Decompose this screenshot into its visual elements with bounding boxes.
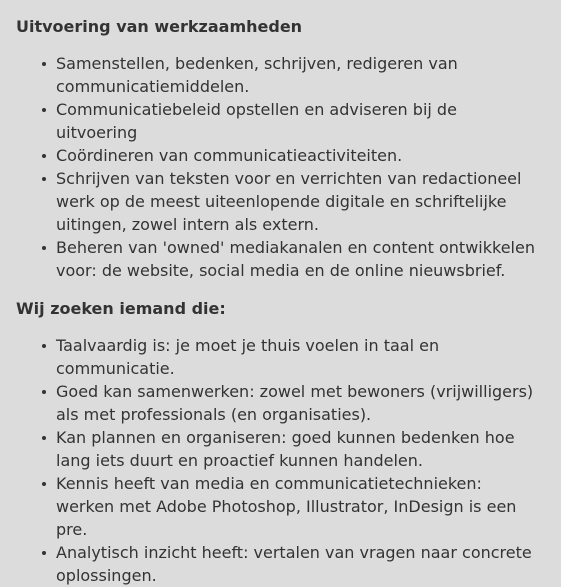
bullet-icon bbox=[42, 436, 46, 440]
list-item bbox=[56, 167, 545, 236]
bullet-icon bbox=[42, 62, 46, 66]
list-item-text: Beheren van 'owned' mediakanalen en content ontwikkelen voor: de website, social media en de online nieuwsbrief. bbox=[56, 238, 535, 280]
list-item bbox=[56, 472, 545, 541]
list-item-text: Kan plannen en organiseren: goed kunnen bedenken hoe lang iets duurt en proactief kunnen handelen. bbox=[56, 428, 515, 470]
list-item-text: Taalvaardig is: je moet je thuis voelen in taal en communicatie. bbox=[56, 336, 440, 378]
section-heading-werkzaamheden: Uitvoering van werkzaamheden bbox=[16, 17, 303, 36]
list-item bbox=[56, 52, 545, 98]
bullet-icon bbox=[42, 482, 46, 486]
list-item bbox=[56, 236, 545, 282]
section-heading-wij-zoeken: Wij zoeken iemand die: bbox=[16, 299, 226, 318]
bullet-icon bbox=[42, 246, 46, 250]
list-item bbox=[56, 426, 545, 472]
list-item bbox=[56, 380, 545, 426]
list-item bbox=[56, 334, 545, 380]
bullet-icon bbox=[42, 390, 46, 394]
list-item-text: Schrijven van teksten voor en verrichten van redactioneel werk op de meest uiteenlopende digitale en schriftelijke uitingen, zowel intern als extern. bbox=[56, 169, 522, 234]
bullet-icon bbox=[42, 177, 46, 181]
bullet-icon bbox=[42, 154, 46, 158]
bullet-icon bbox=[42, 344, 46, 348]
bullet-icon bbox=[42, 108, 46, 112]
list-item bbox=[56, 98, 545, 144]
werkzaamheden-list bbox=[16, 52, 545, 282]
list-item-text: Communicatiebeleid opstellen en adviseren bij de uitvoering bbox=[56, 100, 457, 142]
bullet-icon bbox=[42, 551, 46, 555]
list-item bbox=[56, 144, 545, 167]
list-item bbox=[56, 541, 545, 587]
list-item-text: Goed kan samenwerken: zowel met bewoners (vrijwilligers) als met professionals (en organisaties). bbox=[56, 382, 534, 424]
list-item-text: Kennis heeft van media en communicatietechnieken: werken met Adobe Photoshop, Illustrator, InDesign is een pre. bbox=[56, 474, 517, 539]
list-item-text: Coördineren van communicatieactiviteiten. bbox=[56, 146, 403, 165]
list-item-text: Samenstellen, bedenken, schrijven, redigeren van communicatiemiddelen. bbox=[56, 54, 458, 96]
requirements-list bbox=[16, 334, 545, 587]
list-item-text: Analytisch inzicht heeft: vertalen van vragen naar concrete oplossingen. bbox=[56, 543, 532, 585]
